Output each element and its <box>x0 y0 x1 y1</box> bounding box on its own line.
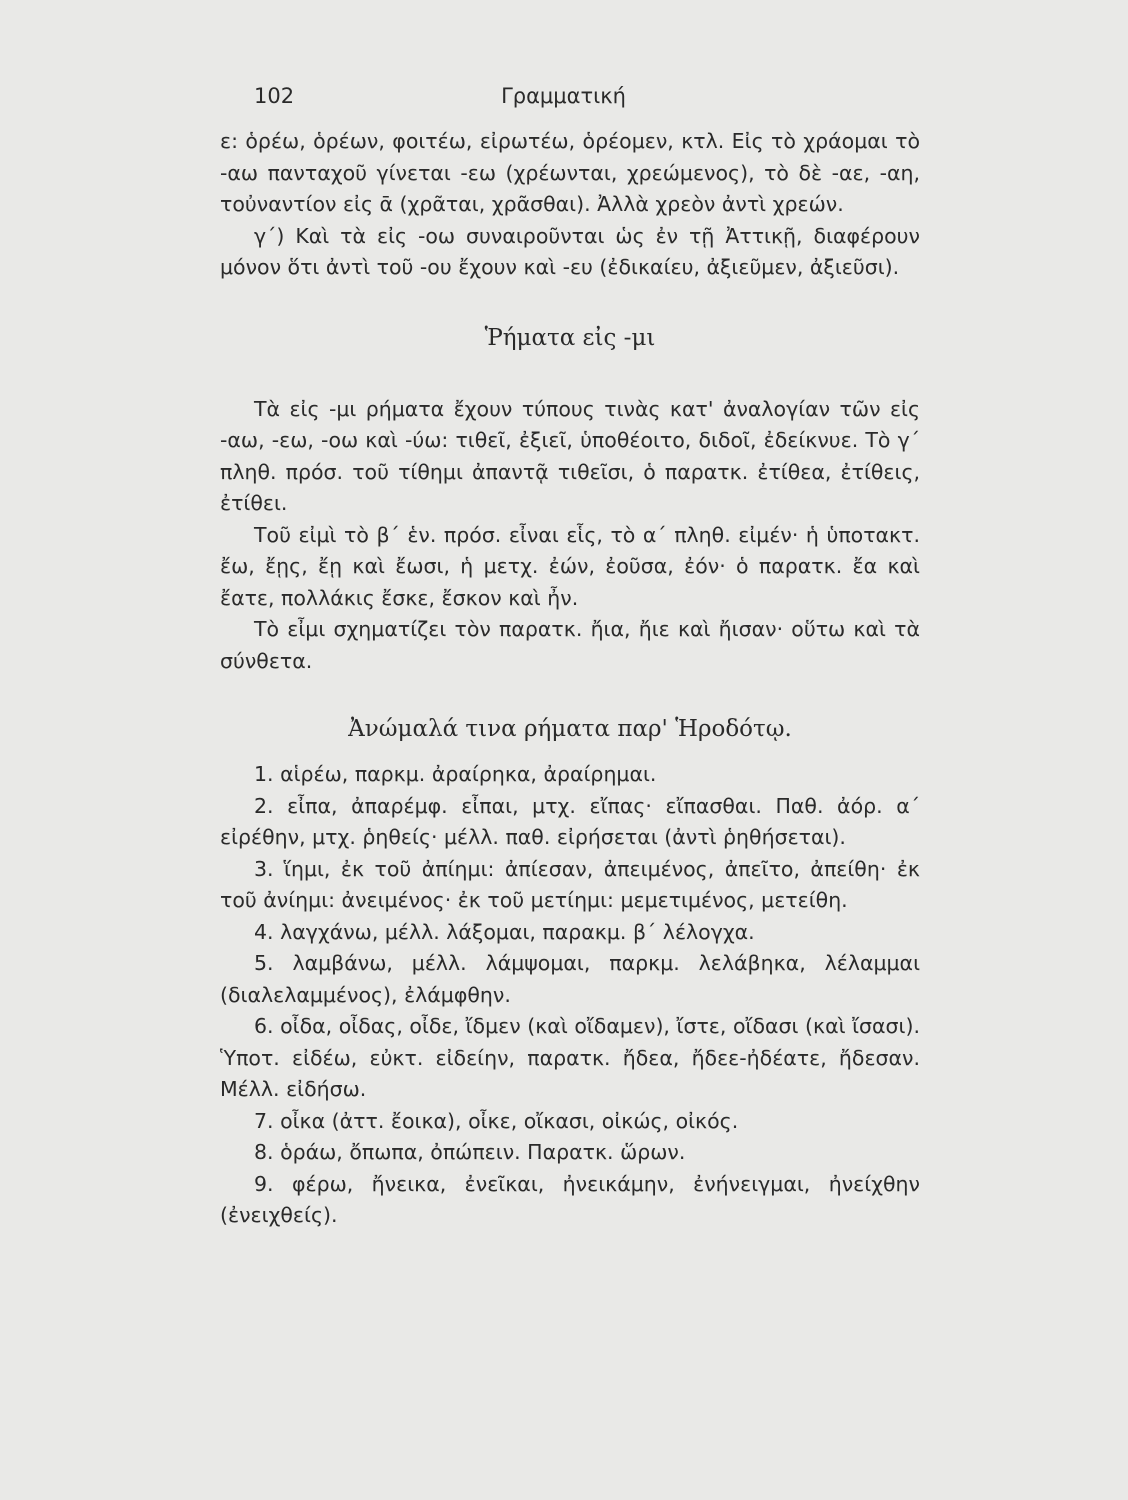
paragraph: ε: ὁρέω, ὁρέων, φοιτέω, εἰρωτέω, ὁρέομεν, κτλ. Εἰς τὸ χράομαι τὸ -αω πανταχοῦ γίνεται -εω (χρέωνται, χρεώμενος), τὸ δὲ -αε, -αη, τοὐναντίον εἰς ᾱ (χρᾶται, χρᾶσθαι). Ἀλλὰ χρεὸν ἀντὶ χρεών. <box>220 129 920 216</box>
paragraph: Τὸ εἶμι σχηματίζει τὸν παρατκ. ἤια, ἤιε καὶ ἤισαν· οὕτω καὶ τὰ σύνθετα. <box>220 617 920 673</box>
section-heading-irregular-verbs: Ἀνώμαλά τινα ρήματα παρ' Ἡροδότῳ. <box>348 716 792 742</box>
list-item: 5. λαμβάνω, μέλλ. λάμψομαι, παρκμ. λελάβηκα, λέλαμμαι (διαλελαμμένος), ἐλάμφθην. <box>220 951 920 1007</box>
paragraph: Τοῦ εἰμὶ τὸ β΄ ἑν. πρόσ. εἶναι εἷς, τὸ α΄ πληθ. εἰμέν· ἡ ὑποτακτ. ἔω, ἔῃς, ἔῃ καὶ ἔωσι, ἡ μετχ. ἐών, ἐοῦσα, ἐόν· ὁ παρατκ. ἔα καὶ ἔατε, πολλάκις ἔσκε, ἔσκον καὶ ἦν. <box>220 522 920 610</box>
section-heading-mi-verbs: Ῥήματα εἰς -μι <box>484 324 656 351</box>
paragraph: Τὰ εἰς -μι ρήματα ἔχουν τύπους τινὰς κατ' ἀναλογίαν τῶν εἰς -αω, -εω, -οω καὶ -ύω: τιθεῖ, ἐξιεῖ, ὑποθέοιτο, διδοῖ, ἐδείκνυε. Τὸ γ΄ πληθ. πρόσ. τοῦ τίθημι ἀπαντᾷ τιθεῖσι, ὁ παρατκ. ἐτίθεα, ἐτίθεις, ἐτίθει. <box>220 396 920 515</box>
running-title: Γραμματική <box>501 84 626 108</box>
page-header <box>254 84 873 116</box>
list-item: 2. εἶπα, ἀπαρέμφ. εἶπαι, μτχ. εἴπας· εἴπασθαι. Παθ. ἀόρ. α΄ εἰρέθην, μτχ. ῥηθείς· μέλλ. παθ. εἰρήσεται (ἀντὶ ῥηθήσεται). <box>220 793 920 849</box>
paragraph: γ΄) Καὶ τὰ εἰς -οω συναιροῦνται ὡς ἐν τῇ Ἀττικῇ, διαφέρουν μόνον ὅτι ἀντὶ τοῦ -ου ἔχουν καὶ -ευ (ἐδικαίευ, ἀξιεῦμεν, ἀξιεῦσι). <box>220 223 920 279</box>
list-item: 7. οἶκα (ἀττ. ἔοικα), οἶκε, οἴκασι, οἰκώς, οἰκός. <box>254 1108 739 1133</box>
list-item: 3. ἵημι, ἐκ τοῦ ἀπίημι: ἀπίεσαν, ἀπειμένος, ἀπεῖτο, ἀπείθη· ἐκ τοῦ ἀνίημι: ἀνειμένος· ἐκ τοῦ μετίημι: μεμετιμένος, μετείθη. <box>220 856 920 912</box>
list-item: 4. λαγχάνω, μέλλ. λάξομαι, παρακμ. β΄ λέλογχα. <box>254 919 755 944</box>
list-item: 1. αἱρέω, παρκμ. ἀραίρηκα, ἀραίρημαι. <box>254 762 657 786</box>
list-item: 8. ὁράω, ὄπωπα, ὀπώπειν. Παρατκ. ὥρων. <box>254 1140 686 1164</box>
list-item: 9. φέρω, ἤνεικα, ἐνεῖκαι, ἠνεικάμην, ἐνήνειγμαι, ἠνείχθην (ἐνειχθείς). <box>220 1171 920 1227</box>
page-number: 102 <box>254 84 295 108</box>
list-item: 6. οἶδα, οἶδας, οἶδε, ἴδμεν (καὶ οἴδαμεν), ἴστε, οἴδασι (καὶ ἴσασι). Ὑποτ. εἰδέω, εὐκτ. εἰδείην, παρατκ. ἤδεα, ἤδεε-ἠδέατε, ἤδεσαν. Μέλλ. εἰδήσω. <box>220 1014 920 1101</box>
main-text <box>220 126 920 1232</box>
